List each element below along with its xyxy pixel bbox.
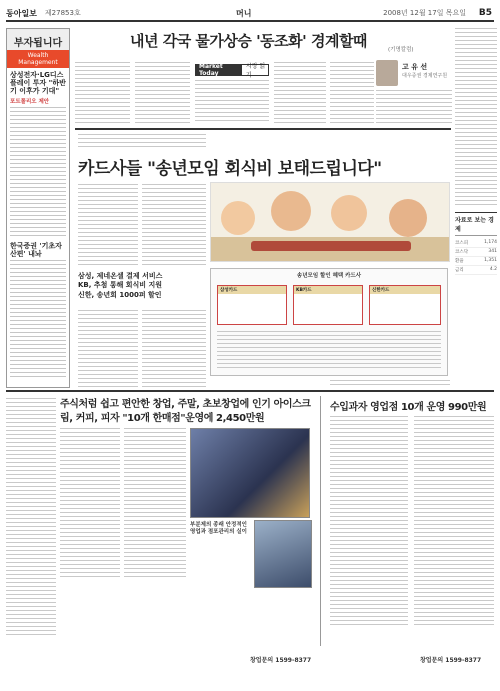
- issue-date: 2008년 12월 17일 목요일: [383, 9, 466, 17]
- diagram-box-2-title: KB카드: [294, 286, 362, 294]
- market-data-key: 금리: [455, 268, 464, 273]
- feature-headline: 카드사들 "송년모임 회식비 보태드립니다": [78, 159, 382, 179]
- market-data-key: 코스닥: [455, 250, 469, 255]
- author-title: 대우증권 경제연구원: [402, 73, 448, 79]
- ad-photo-store: [190, 428, 310, 518]
- market-data-value: 341: [488, 249, 497, 254]
- bottom-divider: [6, 390, 494, 392]
- top-story-col-4: [274, 62, 326, 124]
- market-data-value: 4.2: [489, 267, 497, 272]
- right-column-label: 자료로 보는 경제: [455, 212, 497, 236]
- top-story-col-1: [75, 62, 130, 124]
- sidebar-section-label: 포트폴리오 제안: [10, 99, 50, 106]
- top-story-col-6: [376, 90, 452, 124]
- market-data-key: 코스피: [455, 241, 469, 246]
- diagram-body: [217, 331, 441, 371]
- sidebar-article-body: [10, 107, 66, 237]
- feature-illustration: [210, 182, 450, 262]
- feature-col-4: [142, 310, 206, 388]
- feature-col-1: [78, 184, 138, 268]
- market-data-row: [455, 257, 497, 266]
- diagram-box-3-title: 신한카드: [370, 286, 440, 294]
- ad-separator: [320, 396, 321, 646]
- page-header: [6, 6, 494, 22]
- top-story-byline: (기명칼럼): [388, 47, 414, 53]
- sidebar-column: [6, 28, 70, 388]
- diagram-box-1-title: 삼성카드: [218, 286, 286, 294]
- top-story-col-5: [330, 62, 374, 124]
- market-data-value: 1,351: [484, 258, 497, 263]
- diagram-box-3: [369, 285, 441, 325]
- market-today-label: Market Today: [196, 65, 242, 75]
- edition-number: 제27853호: [44, 9, 81, 17]
- sidebar-article-body-2: [10, 260, 66, 380]
- market-data-table: [455, 239, 497, 275]
- ad-photo-caption: 부분제의 종래 안정적인 영업과 점포관리의 실이: [190, 522, 247, 536]
- feature-subhead-1: 삼성, 제네온셀 결제 서비스: [78, 272, 163, 280]
- sidebar-subtitle: Wealth Management: [7, 50, 69, 68]
- top-story-col-3: [195, 80, 269, 124]
- ad-photo-interior: [254, 520, 312, 588]
- market-today-sub: 시장 읽기: [245, 63, 266, 79]
- author-name: 고 유 선: [402, 63, 428, 71]
- sidebar-title: 부자됩니다: [7, 29, 69, 50]
- sidebar-headline-2: 한국증권 '기초자산편' 내놔: [10, 242, 62, 259]
- ad-right-col-1: [330, 416, 408, 626]
- author-photo: [376, 60, 398, 86]
- ad-headline-left: 주식처럼 쉽고 편안한 창업, 주말, 초보창업에 인기 아이스크림, 커피, 피자 "10개 한매점"운영에 2,450만원: [60, 399, 311, 424]
- section-name: 머니: [236, 8, 252, 18]
- feature-subhead-2: KB, 추첨 통해 회식비 지원: [78, 281, 163, 290]
- market-data-value: 1,174: [484, 240, 497, 245]
- feature-col-2: [142, 184, 206, 268]
- feature-intro: [78, 134, 206, 150]
- feature-subheads: [78, 272, 162, 300]
- market-data-row: [455, 239, 497, 248]
- ad-far-left-col: [6, 398, 56, 636]
- feature-tail: [330, 380, 450, 386]
- feature-subhead-3: 신한, 송년회 1000퍼 할인: [78, 290, 162, 299]
- market-data-row: [455, 248, 497, 257]
- right-column-body: [455, 28, 497, 206]
- diagram-box-2: [293, 285, 363, 325]
- top-story-headline: 내년 각국 물가상승 '동조화' 경계할때: [130, 32, 367, 50]
- ad-phone-left: 창업문의 1599-8377: [250, 657, 312, 664]
- ad-phone-right: 창업문의 1599-8377: [420, 657, 482, 664]
- ad-headline-right: 수입과자 영업점 10개 운영 990만원: [330, 402, 487, 413]
- section-divider: [75, 128, 451, 130]
- right-column: [455, 28, 497, 275]
- feature-col-3: [78, 310, 138, 388]
- top-story-col-2: [135, 62, 190, 124]
- market-data-row: [455, 266, 497, 275]
- page-number: B5: [478, 8, 492, 18]
- diagram-box-1: [217, 285, 287, 325]
- ad-left-col-2: [124, 428, 186, 578]
- card-benefit-diagram: [210, 268, 448, 376]
- newspaper-brand: 동아일보: [6, 8, 37, 18]
- market-today-box: [195, 63, 269, 79]
- ad-right-col-2: [414, 416, 494, 626]
- market-data-key: 환율: [455, 259, 464, 264]
- ad-left-col-1: [60, 428, 120, 578]
- sidebar-headline: 상성전자·LG디스플레이 투자 "하반기 이후가 기대": [10, 71, 66, 96]
- diagram-title: 송년모임 할인 혜택 카드사: [296, 273, 362, 279]
